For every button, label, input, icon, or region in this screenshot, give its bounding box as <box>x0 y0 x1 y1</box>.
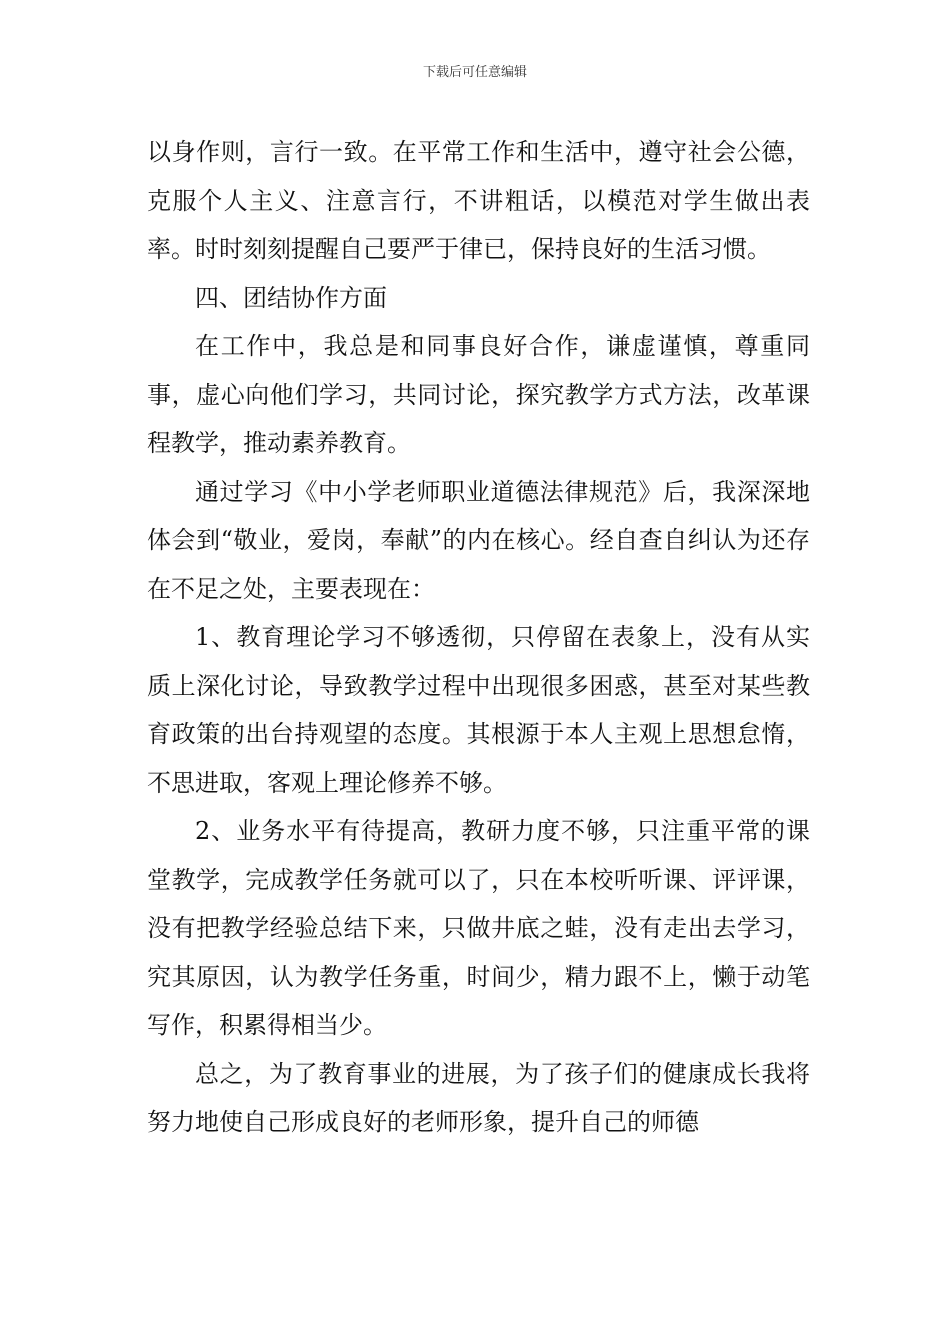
document-body <box>147 128 810 1147</box>
paragraph: 通过学习《中小学老师职业道德法律规范》后，我深深地体会到“敬业，爱岗，奉献”的内在核心。经自查自纠认为还存在不足之处，主要表现在： <box>147 477 810 603</box>
paragraph: 在工作中，我总是和同事良好合作，谦虚谨慎，尊重同事，虚心向他们学习，共同讨论，探究教学方式方法，改革课程教学，推动素养教育。 <box>147 332 810 457</box>
paragraph: 以身作则，言行一致。在平常工作和生活中，遵守社会公德，克服个人主义、注意言行，不讲粗话，以模范对学生做出表率。时时刻刻提醒自己要严于律已，保持良好的生活习惯。 <box>147 138 810 263</box>
list-item: 2、业务水平有待提高，教研力度不够，只注重平常的课堂教学，完成教学任务就可以了，只在本校听听课、评评课，没有把教学经验总结下来，只做井底之蛙，没有走出去学习，究其原因，认为教学任务重，时间少，精力跟不上，懒于动笔写作，积累得相当少。 <box>147 817 810 1039</box>
page-header: 下载后可任意编辑 <box>422 65 527 80</box>
section-heading: 四、团结协作方面 <box>195 283 387 312</box>
paragraph: 总之，为了教育事业的进展，为了孩子们的健康成长我将努力地使自己形成良好的老师形象，提升自己的师德 <box>147 1059 810 1136</box>
list-item: 1、教育理论学习不够透彻，只停留在表象上，没有从实质上深化讨论，导致教学过程中出现很多困惑，甚至对某些教育政策的出台持观望的态度。其根源于本人主观上思想怠惰，不思进取，客观上理论修养不够。 <box>147 623 810 797</box>
